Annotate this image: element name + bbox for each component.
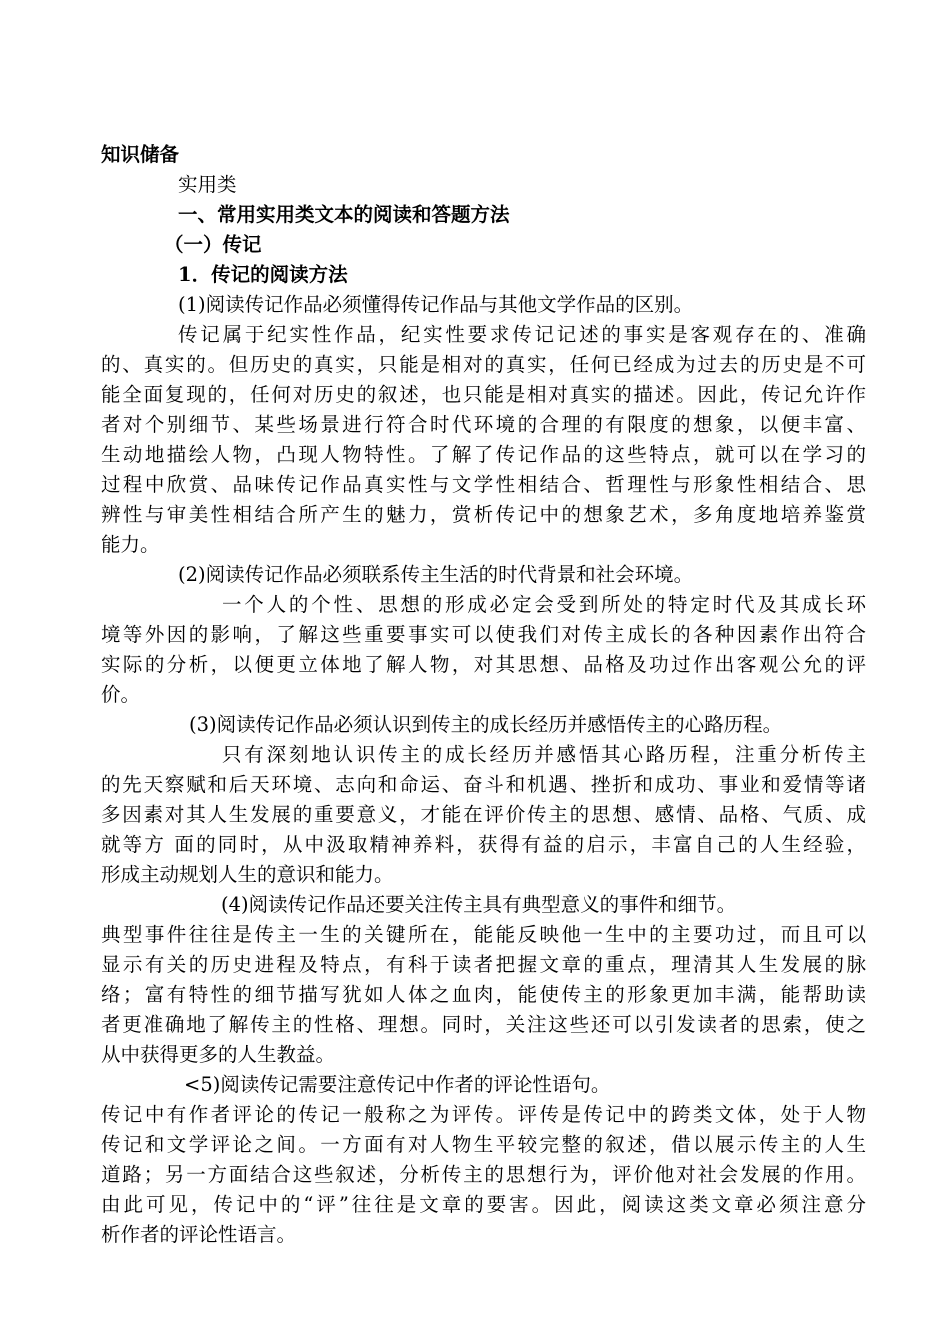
p2-line: 价。 bbox=[101, 683, 141, 706]
p4-line: 络；富有特性的细节描写犹如人体之血肉，能使传主的形象更加丰满，能帮助读 bbox=[101, 983, 866, 1006]
p4-line: 从中获得更多的人生教益。 bbox=[101, 1043, 336, 1066]
p1-line: 传记属于纪实性作品，纪实性要求传记记述的事实是客观存在的、准确 bbox=[178, 323, 866, 346]
p5-line: 道路；另一方面结合这些叙述，分析传主的思想行为，评价他对社会发展的作用。 bbox=[101, 1163, 866, 1186]
p3-line: 只有深刻地认识传主的成长经历并感悟其心路历程，注重分析传主 bbox=[222, 743, 866, 766]
heading: 知识储备 bbox=[101, 143, 180, 166]
p3-line: 多因素对其人生发展的重要意义，才能在评价传主的思想、感情、品格、气质、成 bbox=[101, 803, 866, 826]
p1-line: 生动地描绘人物，凸现人物特性。了解了传记作品的这些特点，就可以在学习的 bbox=[101, 443, 866, 466]
p5-line: 传记和文学评论之间。一方面有对人物生平较完整的叙述，借以展示传主的人生 bbox=[101, 1133, 866, 1156]
p1-line: 能全面复现的，任何对历史的叙述，也只能是相对真实的描述。因此，传记允许作 bbox=[101, 383, 866, 406]
p2-line: 实际的分析，以便更立体地了解人物，对其思想、品格及功过作出客观公允的评 bbox=[101, 653, 866, 676]
p1-line: 辨性与审美性相结合所产生的魅力，赏析传记中的想象艺术，多角度地培养鉴赏 bbox=[101, 503, 866, 526]
p1-line: 者对个别细节、某些场景进行符合时代环境的合理的有限度的想象，以便丰富、 bbox=[101, 413, 866, 436]
p1-line: 过程中欣赏、品味传记作品真实性与文学性相结合、哲理性与形象性相结合、思 bbox=[101, 473, 866, 496]
p3-line: 就等方 面的同时，从中汲取精神养料，获得有益的启示，丰富自己的人生经验， bbox=[101, 833, 866, 856]
p1-line: 的、真实的。但历史的真实，只能是相对的真实，任何已经成为过去的历史是不可 bbox=[101, 353, 866, 376]
p5-line: 由此可见，传记中的“评”往往是文章的要害。因此，阅读这类文章必须注意分 bbox=[101, 1193, 866, 1216]
p2-line: 一个人的个性、思想的形成必定会受到所处的特定时代及其成长环 bbox=[222, 593, 866, 616]
p2-title: (2)阅读传记作品必须联系传主生活的时代背景和社会环境。 bbox=[178, 563, 694, 586]
subsection-title: （一）传记 bbox=[164, 233, 262, 256]
p5-line: 析作者的评论性语言。 bbox=[101, 1223, 297, 1246]
p5-line: 传记中有作者评论的传记一般称之为评传。评传是传记中的跨类文体，处于人物 bbox=[101, 1103, 866, 1126]
p4-line: 显示有关的历史进程及特点，有科于读者把握文章的重点，理清其人生发展的脉 bbox=[101, 953, 866, 976]
p2-line: 境等外因的影响，了解这些重要事实可以使我们对传主成长的各种因素作出符合 bbox=[101, 623, 866, 646]
p4-title: (4)阅读传记作品还要关注传主具有典型意义的事件和细节。 bbox=[221, 893, 737, 916]
section-title: 一、常用实用类文本的阅读和答题方法 bbox=[178, 203, 510, 226]
p1-title: (1)阅读传记作品必须懂得传记作品与其他文学作品的区别。 bbox=[178, 293, 694, 316]
p4-line: 典型事件往往是传主一生的关键所在，能能反映他一生中的主要功过，而且可以 bbox=[101, 923, 866, 946]
p3-line: 形成主动规划人生的意识和能力。 bbox=[101, 863, 394, 886]
p3-title: (3)阅读传记作品必须认识到传主的成长经历并感悟传主的心路历程。 bbox=[189, 713, 783, 736]
p4-line: 者更准确地了解传主的性格、理想。同时，关注这些还可以引发读者的思索，使之 bbox=[101, 1013, 866, 1036]
p5-title: <5)阅读传记需要注意传记中作者的评论性语句。 bbox=[184, 1073, 611, 1096]
category-label: 实用类 bbox=[178, 173, 237, 196]
p3-line: 的先天察赋和后天环境、志向和命运、奋斗和机遇、挫折和成功、事业和爱情等诸 bbox=[101, 773, 866, 796]
p1-line: 能力。 bbox=[101, 533, 160, 556]
item-title: 1．传记的阅读方法 bbox=[178, 263, 348, 286]
document-page bbox=[101, 140, 866, 1250]
